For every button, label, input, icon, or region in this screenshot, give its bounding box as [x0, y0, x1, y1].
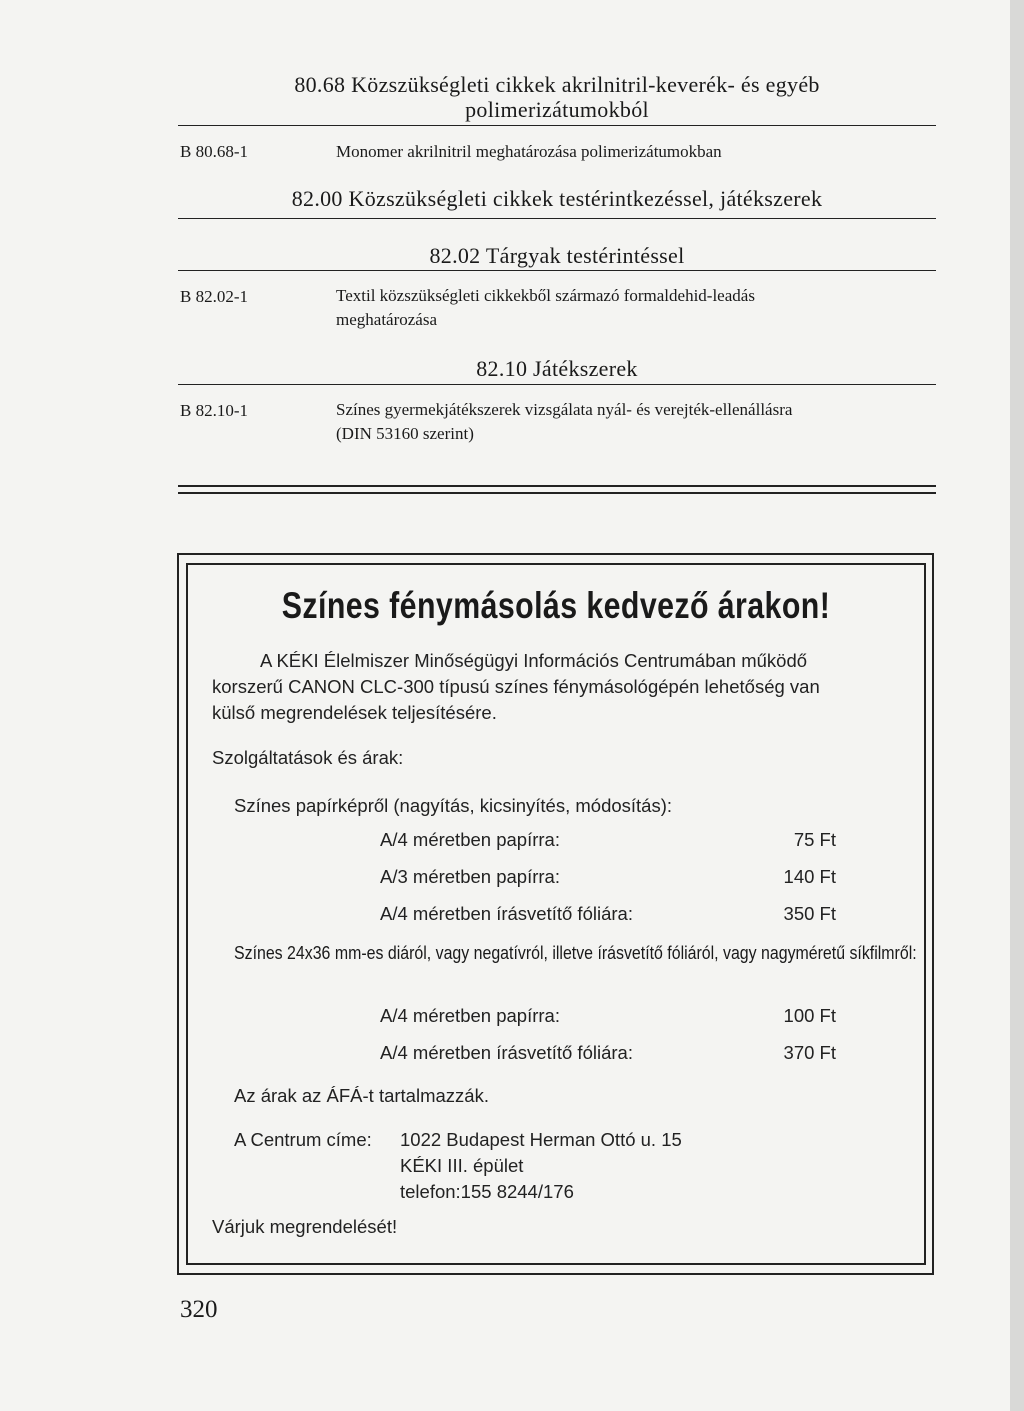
price-label: A/4 méretben írásvetítő fóliára:	[380, 1042, 633, 1063]
section-title-80-68	[178, 72, 936, 123]
price-value: 100 Ft	[783, 1005, 836, 1026]
ad-intro-line: külső megrendelések teljesítésére.	[212, 702, 497, 723]
page-number: 320	[180, 1296, 218, 1323]
section-title-line: 80.68 Közszükségleti cikkek akrilnitril-keverék- és egyéb	[294, 72, 820, 97]
ad-intro	[212, 648, 912, 726]
double-rule-bottom	[178, 492, 936, 494]
address-label: A Centrum címe:	[234, 1129, 372, 1150]
slide-heading-text: Színes 24x36 mm-es diáról, vagy negatívról, illetve írásvetítő fóliáról, vagy nagyméretű síkfilmről:	[234, 942, 917, 963]
divider	[178, 125, 936, 126]
section-title-82-02: 82.02 Tárgyak testérintéssel	[429, 243, 685, 268]
closing-line: Várjuk megrendelését!	[212, 1216, 398, 1237]
standard-description: Monomer akrilnitril meghatározása polimerizátumokban	[336, 142, 722, 161]
description-line: Textil közszükségleti cikkekből származó formaldehid-leadás	[336, 286, 755, 305]
standard-description	[336, 284, 755, 332]
services-label: Szolgáltatások és árak:	[212, 747, 404, 768]
price-value: 140 Ft	[783, 866, 836, 887]
divider	[178, 218, 936, 219]
double-rule-top	[178, 485, 936, 487]
vat-note: Az árak az ÁFÁ-t tartalmazzák.	[234, 1085, 489, 1106]
standard-description	[336, 398, 792, 446]
ad-headline: Színes fénymásolás kedvező árakon!	[281, 585, 831, 626]
slide-heading	[234, 940, 934, 966]
paper-heading: Színes papírképről (nagyítás, kicsinyítés, módosítás):	[234, 795, 673, 816]
section-title-line: polimerizátumokból	[465, 97, 649, 122]
section-title-82-00: 82.00 Közszükségleti cikkek testérintkezéssel, játékszerek	[291, 186, 823, 211]
price-label: A/4 méretben írásvetítő fóliára:	[380, 903, 633, 924]
address-line: telefon:155 8244/176	[400, 1181, 574, 1202]
address-block	[400, 1127, 682, 1205]
description-line: meghatározása	[336, 310, 437, 329]
price-label: A/3 méretben papírra:	[380, 866, 560, 887]
address-line: 1022 Budapest Herman Ottó u. 15	[400, 1129, 682, 1150]
standard-code: B 80.68-1	[180, 142, 248, 161]
standard-code: B 82.10-1	[180, 401, 248, 420]
section-title-82-10: 82.10 Játékszerek	[476, 356, 638, 381]
price-label: A/4 méretben papírra:	[380, 829, 560, 850]
price-value: 75 Ft	[793, 829, 836, 850]
divider	[178, 384, 936, 385]
description-line: (DIN 53160 szerint)	[336, 424, 474, 443]
price-label: A/4 méretben papírra:	[380, 1005, 560, 1026]
price-value: 350 Ft	[783, 903, 836, 924]
ad-intro-line: A KÉKI Élelmiszer Minőségügyi Információs Centrumában működő	[260, 650, 808, 671]
description-line: Színes gyermekjátékszerek vizsgálata nyál- és verejték-ellenállásra	[336, 400, 793, 419]
divider	[178, 270, 936, 271]
ad-intro-line: korszerű CANON CLC-300 típusú színes fénymásológépén lehetőség van	[212, 676, 820, 697]
address-line: KÉKI III. épület	[400, 1155, 524, 1176]
price-value: 370 Ft	[783, 1042, 836, 1063]
page-edge	[1010, 0, 1024, 1411]
standard-code: B 82.02-1	[180, 287, 248, 306]
